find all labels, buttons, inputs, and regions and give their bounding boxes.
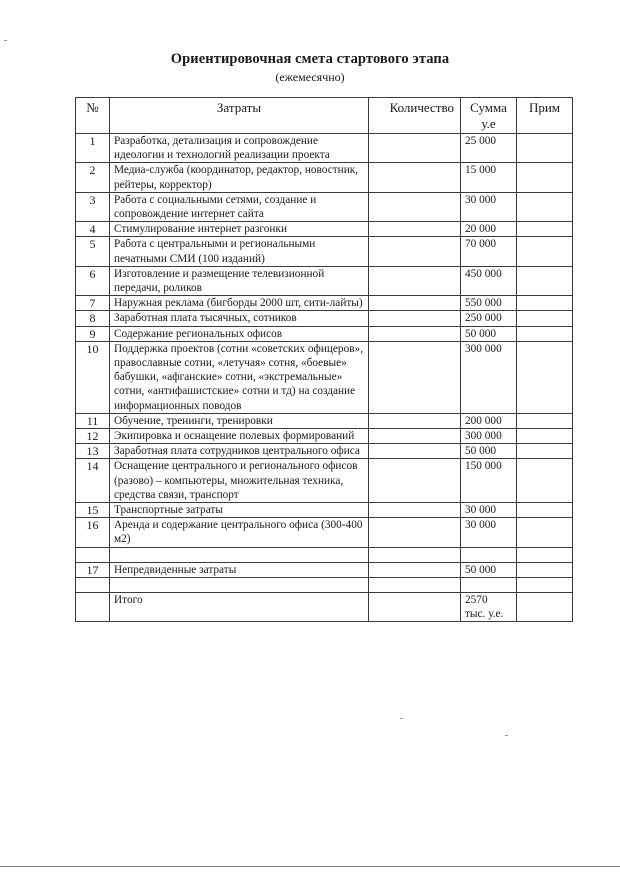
row-note bbox=[517, 163, 573, 192]
row-sum: 150 000 bbox=[461, 459, 517, 503]
row-sum: 300 000 bbox=[461, 341, 517, 413]
scan-edge-line bbox=[0, 866, 620, 867]
total-sum-value: 2570 bbox=[465, 593, 488, 606]
row-number: 10 bbox=[76, 341, 110, 413]
header-note: Прим bbox=[517, 98, 573, 134]
row-sum: 50 000 bbox=[461, 444, 517, 459]
table-row bbox=[76, 222, 573, 237]
header-quantity: Количество bbox=[369, 98, 461, 134]
table-row bbox=[76, 237, 573, 266]
row-sum bbox=[461, 547, 517, 562]
row-number bbox=[76, 547, 110, 562]
row-note bbox=[517, 311, 573, 326]
table-row bbox=[76, 296, 573, 311]
row-quantity bbox=[369, 192, 461, 221]
row-cost-item: Транспортные затраты bbox=[110, 503, 369, 518]
row-note bbox=[517, 326, 573, 341]
row-sum: 20 000 bbox=[461, 222, 517, 237]
row-quantity bbox=[369, 311, 461, 326]
row-quantity bbox=[369, 459, 461, 503]
row-quantity bbox=[369, 577, 461, 592]
row-cost-item: Заработная плата сотрудников центрального офиса bbox=[110, 444, 369, 459]
row-cost-item: Работа с центральными и региональными печатными СМИ (100 изданий) bbox=[110, 237, 369, 266]
row-number: 8 bbox=[76, 311, 110, 326]
row-cost-item: Аренда и содержание центрального офиса (300-400 м2) bbox=[110, 518, 369, 547]
row-number: 12 bbox=[76, 429, 110, 444]
total-sum bbox=[461, 592, 517, 621]
table-body bbox=[76, 134, 573, 593]
row-note bbox=[517, 577, 573, 592]
row-sum: 30 000 bbox=[461, 503, 517, 518]
row-number: 4 bbox=[76, 222, 110, 237]
header-costs: Затраты bbox=[110, 98, 369, 134]
row-number: 9 bbox=[76, 326, 110, 341]
row-quantity bbox=[369, 134, 461, 163]
row-sum: 30 000 bbox=[461, 518, 517, 547]
scan-speck bbox=[505, 735, 508, 736]
row-note bbox=[517, 192, 573, 221]
row-cost-item: Заработная плата тысячных, сотников bbox=[110, 311, 369, 326]
row-quantity bbox=[369, 503, 461, 518]
row-cost-item: Наружная реклама (бигборды 2000 шт, сити-лайты) bbox=[110, 296, 369, 311]
table-row bbox=[76, 192, 573, 221]
row-note bbox=[517, 296, 573, 311]
row-cost-item: Разработка, детализация и сопровождение идеологии и технологий реализации проекта bbox=[110, 134, 369, 163]
table-row bbox=[76, 429, 573, 444]
row-quantity bbox=[369, 429, 461, 444]
row-sum: 70 000 bbox=[461, 237, 517, 266]
row-number: 14 bbox=[76, 459, 110, 503]
row-number: 5 bbox=[76, 237, 110, 266]
row-note bbox=[517, 237, 573, 266]
row-number: 16 bbox=[76, 518, 110, 547]
row-number: 2 bbox=[76, 163, 110, 192]
header-sum-unit: у.е bbox=[481, 116, 496, 131]
table-row bbox=[76, 518, 573, 547]
row-cost-item bbox=[110, 577, 369, 592]
total-qty-cell bbox=[369, 592, 461, 621]
row-note bbox=[517, 413, 573, 428]
table-header-row bbox=[76, 98, 573, 134]
table-row bbox=[76, 547, 573, 562]
scan-speck bbox=[4, 40, 7, 41]
row-note bbox=[517, 459, 573, 503]
row-sum bbox=[461, 577, 517, 592]
row-cost-item: Непредвиденные затраты bbox=[110, 562, 369, 577]
row-note bbox=[517, 266, 573, 295]
row-note bbox=[517, 518, 573, 547]
row-number: 6 bbox=[76, 266, 110, 295]
row-note bbox=[517, 341, 573, 413]
row-quantity bbox=[369, 444, 461, 459]
row-cost-item: Стимулирование интернет разгонки bbox=[110, 222, 369, 237]
total-num-cell bbox=[76, 592, 110, 621]
table-row bbox=[76, 266, 573, 295]
row-sum: 30 000 bbox=[461, 192, 517, 221]
row-note bbox=[517, 222, 573, 237]
header-sum bbox=[461, 98, 517, 134]
budget-table bbox=[75, 97, 573, 622]
table-row bbox=[76, 503, 573, 518]
scan-speck bbox=[400, 718, 403, 719]
row-note bbox=[517, 444, 573, 459]
row-cost-item: Поддержка проектов (сотни «советских офицеров», православные сотни, «летучая» сотня, «боевые» бабушки, «афганские» сотни, «экстремальные» сотни, «антифашистские» сотни и тд) на создание информационных поводов bbox=[110, 341, 369, 413]
row-sum: 550 000 bbox=[461, 296, 517, 311]
row-quantity bbox=[369, 518, 461, 547]
row-number: 1 bbox=[76, 134, 110, 163]
header-sum-label: Сумма bbox=[470, 100, 507, 115]
table-row bbox=[76, 163, 573, 192]
row-cost-item: Изготовление и размещение телевизионной передачи, роликов bbox=[110, 266, 369, 295]
row-number: 3 bbox=[76, 192, 110, 221]
row-number: 11 bbox=[76, 413, 110, 428]
row-quantity bbox=[369, 237, 461, 266]
row-quantity bbox=[369, 266, 461, 295]
row-sum: 450 000 bbox=[461, 266, 517, 295]
row-note bbox=[517, 562, 573, 577]
table-row bbox=[76, 459, 573, 503]
row-cost-item bbox=[110, 547, 369, 562]
total-label: Итого bbox=[110, 592, 369, 621]
row-cost-item: Работа с социальными сетями, создание и сопровождение интернет сайта bbox=[110, 192, 369, 221]
row-number: 7 bbox=[76, 296, 110, 311]
table-row bbox=[76, 311, 573, 326]
total-sum-unit: тыс. у.е. bbox=[465, 608, 504, 621]
row-note bbox=[517, 429, 573, 444]
row-number: 17 bbox=[76, 562, 110, 577]
row-quantity bbox=[369, 413, 461, 428]
row-quantity bbox=[369, 547, 461, 562]
row-sum: 25 000 bbox=[461, 134, 517, 163]
row-note bbox=[517, 503, 573, 518]
row-sum: 250 000 bbox=[461, 311, 517, 326]
table-row bbox=[76, 577, 573, 592]
row-quantity bbox=[369, 296, 461, 311]
row-sum: 200 000 bbox=[461, 413, 517, 428]
row-cost-item: Оснащение центрального и регионального офисов (разово) – компьютеры, множительная техника, средства связи, транспорт bbox=[110, 459, 369, 503]
row-number: 15 bbox=[76, 503, 110, 518]
row-quantity bbox=[369, 326, 461, 341]
document-subtitle: (ежемесячно) bbox=[275, 70, 345, 84]
row-cost-item: Экипировка и оснащение полевых формирований bbox=[110, 429, 369, 444]
table-row bbox=[76, 341, 573, 413]
row-cost-item: Медиа-служба (координатор, редактор, новостник, рейтеры, корректор) bbox=[110, 163, 369, 192]
row-sum: 50 000 bbox=[461, 562, 517, 577]
table-row bbox=[76, 413, 573, 428]
table-row bbox=[76, 444, 573, 459]
table-row bbox=[76, 134, 573, 163]
table-row bbox=[76, 326, 573, 341]
header-number: № bbox=[76, 98, 110, 134]
row-quantity bbox=[369, 163, 461, 192]
row-quantity bbox=[369, 222, 461, 237]
row-number bbox=[76, 577, 110, 592]
row-quantity bbox=[369, 562, 461, 577]
row-quantity bbox=[369, 341, 461, 413]
total-row bbox=[76, 592, 573, 621]
document-title: Ориентировочная смета стартового этапа bbox=[170, 51, 450, 67]
total-note-cell bbox=[517, 592, 573, 621]
row-cost-item: Обучение, тренинги, тренировки bbox=[110, 413, 369, 428]
row-number: 13 bbox=[76, 444, 110, 459]
row-note bbox=[517, 134, 573, 163]
table-row bbox=[76, 562, 573, 577]
row-sum: 50 000 bbox=[461, 326, 517, 341]
row-cost-item: Содержание региональных офисов bbox=[110, 326, 369, 341]
row-sum: 300 000 bbox=[461, 429, 517, 444]
row-note bbox=[517, 547, 573, 562]
row-sum: 15 000 bbox=[461, 163, 517, 192]
